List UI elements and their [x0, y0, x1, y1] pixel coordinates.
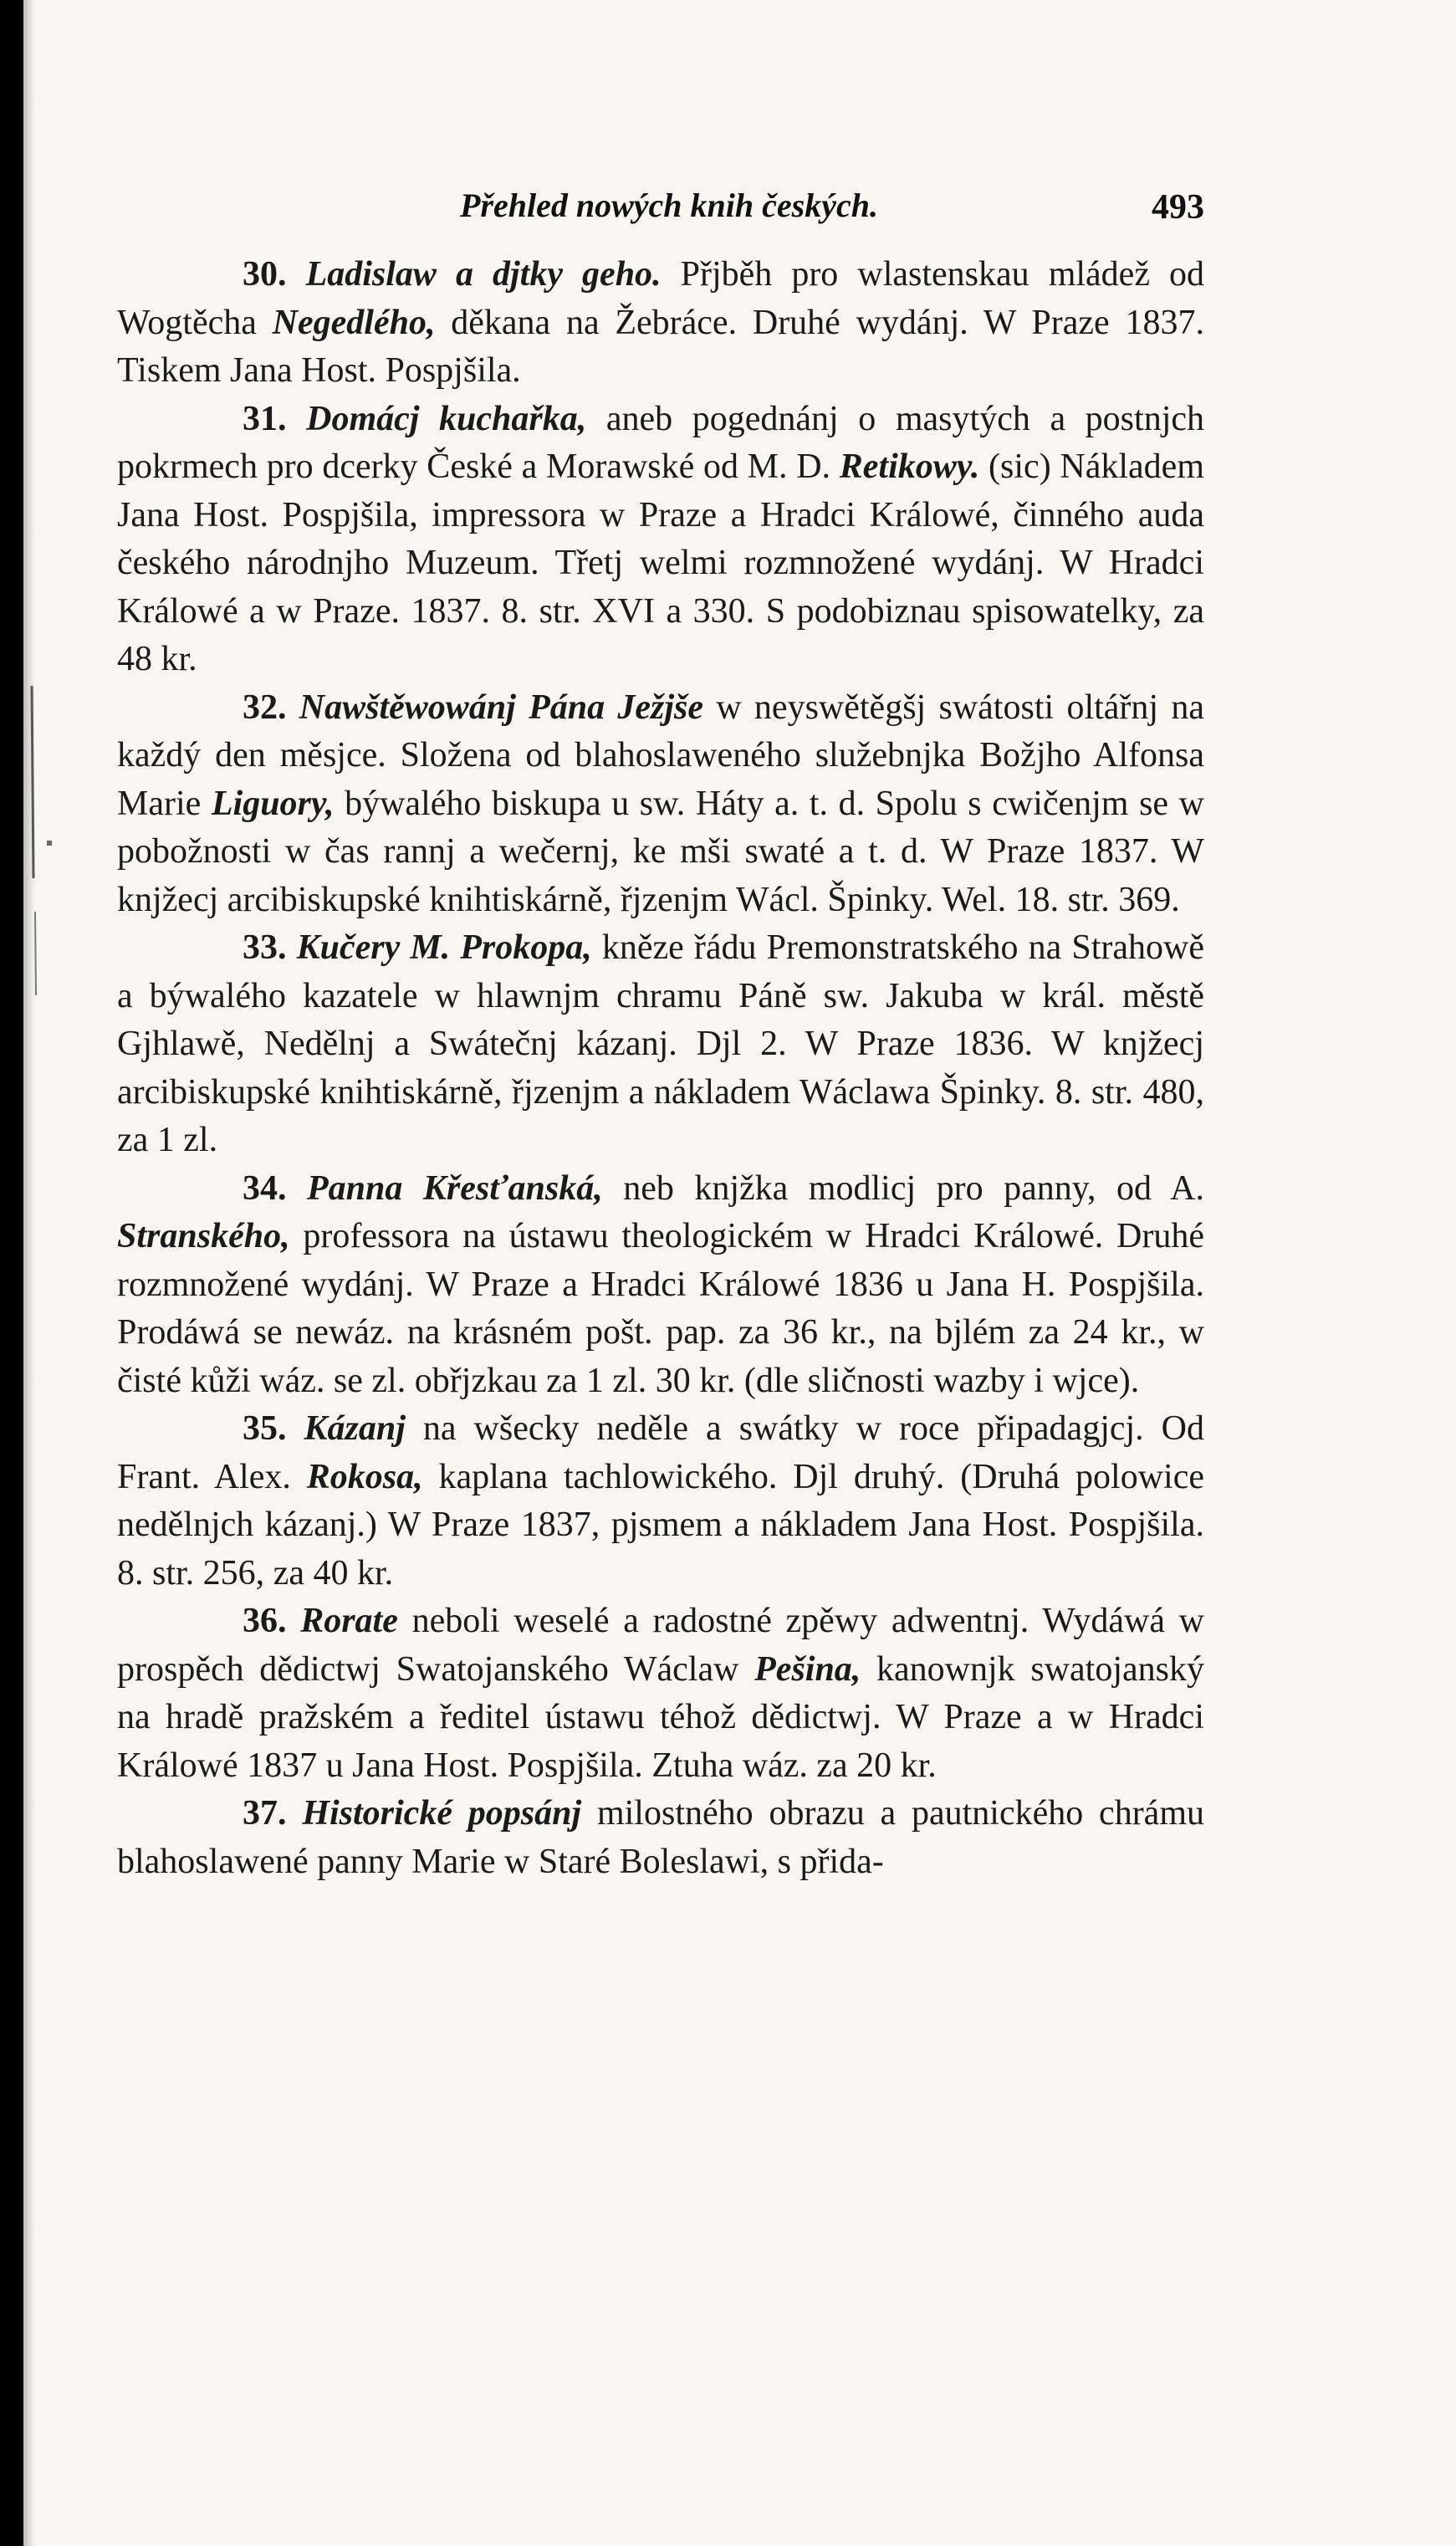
entry-text: na wšecky neděle a swátky w roce připadagjcj. Od Frant. Alex. [117, 1409, 1205, 1496]
entry-text: (sic) Nákladem Jana Host. Pospjšila, impressora w Praze a Hradci Králowé, činného auda českého národnjho Muzeum. Třetj welmi rozmnožené wydánj. W Hradci Králowé a w Praze. 1837. 8. str. XVI a 330. S podobiznau spisowatelky, za 48 kr. [117, 447, 1204, 678]
entry-text: Přjběh pro wlastenskau mládež od Wogtěcha [117, 255, 1205, 342]
entry-text: děkana na Žebráce. Druhé wydánj. W Praze 1837. Tiskem Jana Host. Pospjšila. [117, 303, 1204, 390]
entry-title: Kázanj [304, 1409, 406, 1448]
entry [117, 1598, 1204, 1790]
entry-title: Domácj kuchařka, [306, 399, 587, 438]
entry-number: 30. [243, 255, 287, 294]
running-title: Přehled nowých knih českých. [460, 187, 878, 224]
page-body [117, 251, 1204, 1886]
entry-text: aneb pogednánj o masytých a postnjch pokrmech pro dcerky České a Morawské od M. D. [117, 399, 1205, 486]
entry [117, 924, 1204, 1165]
entry-author: Stranského, [117, 1217, 290, 1255]
entry [117, 1790, 1204, 1886]
entry-author: Negedlého, [272, 303, 436, 342]
entry-text: milostného obrazu a pautnického chrámu blahoslawené panny Marie w Staré Boleslawi, s přida- [117, 1794, 1204, 1881]
page-header [435, 186, 1204, 236]
entry-number: 31. [243, 399, 287, 438]
entry-text: býwalého biskupa u sw. Háty a. t. d. Spolu s cwičenjm se w pobožnosti w čas rannj a wečernj, ke mši swaté a t. d. W Praze 1837. W knjžecj arcibiskupské knihtiskárně, řjzenjm Wácl. Špinky. Wel. 18. str. 369. [117, 784, 1204, 919]
entry-title: Nawštěwowánj Pána Ježjše [299, 688, 704, 727]
entry-text: w neyswětěgšj swátosti oltářnj na každý den měsjce. Složena od blahoslaweného služebnjka Božjho Alfonsa Marie [117, 688, 1204, 823]
entry-author: Rokosa, [306, 1457, 423, 1496]
entry-number: 34. [243, 1168, 287, 1208]
entry [117, 1165, 1204, 1406]
page-number: 493 [1152, 188, 1204, 227]
entry-text: professora na ústawu theologickém w Hradci Králowé. Druhé rozmnožené wydánj. W Praze a Hradci Králowé 1836 u Jana H. Pospjšila. Prodáwá se newáz. na krásném pošt. pap. za 36 kr., na bjlém za 24 kr., w čisté kůži wáz. se zl. obřjzkau za 1 zl. 30 kr. (dle sličnosti wazby i wjce). [117, 1217, 1204, 1400]
entry-number: 37. [243, 1794, 287, 1833]
page-edge-shadow [23, 0, 35, 2546]
entry-number: 32. [243, 688, 287, 727]
entry-text: kněze řádu Premonstratského na Strahowě a býwalého kazatele w hlawnjm chramu Páně sw. Jakuba w král. městě Gjhlawě, Nedělnj a Swátečnj kázanj. Djl 2. W Praze 1836. W knjžecj arcibiskupské knihtiskárně, řjzenjm a nákladem Wáclawa Špinky. 8. str. 480, za 1 zl. [117, 928, 1204, 1159]
entry-author: Retikowy. [839, 447, 980, 486]
entry-text: kaplana tachlowického. Djl druhý. (Druhá polowice nedělnjch kázanj.) W Praze 1837, pjsmem a nákladem Jana Host. Pospjšila. 8. str. 256, za 40 kr. [117, 1457, 1204, 1593]
entry [117, 251, 1204, 396]
entry [117, 1405, 1204, 1598]
entry-title: Historické popsánj [302, 1794, 582, 1833]
entry-title: Ladislaw a djtky geho. [305, 255, 662, 294]
entry-title: Kučery M. Prokopa, [296, 928, 592, 967]
entry-number: 33. [243, 928, 287, 967]
entry-text: neb knjžka modlicj pro panny, od A. [602, 1168, 1205, 1208]
entry-author: Pešina, [754, 1649, 861, 1689]
entry-title: Panna Křesťanská, [307, 1168, 603, 1208]
entry-number: 35. [243, 1409, 287, 1448]
entry-text: kanownjk swatojanský na hradě pražském a ředitel ústawu téhož dědictwj. W Praze a w Hradci Králowé 1837 u Jana Host. Pospjšila. Ztuha wáz. za 20 kr. [117, 1649, 1204, 1785]
entry-number: 36. [243, 1602, 287, 1640]
entry-author: Liguory, [211, 784, 335, 823]
entry [117, 684, 1204, 925]
entry-text: neboli weselé a radostné zpěwy adwentnj. Wydáwá w prospěch dědictwj Swatojanského Wáclaw [117, 1602, 1205, 1689]
entry [117, 396, 1204, 684]
entry-title: Rorate [300, 1602, 398, 1640]
